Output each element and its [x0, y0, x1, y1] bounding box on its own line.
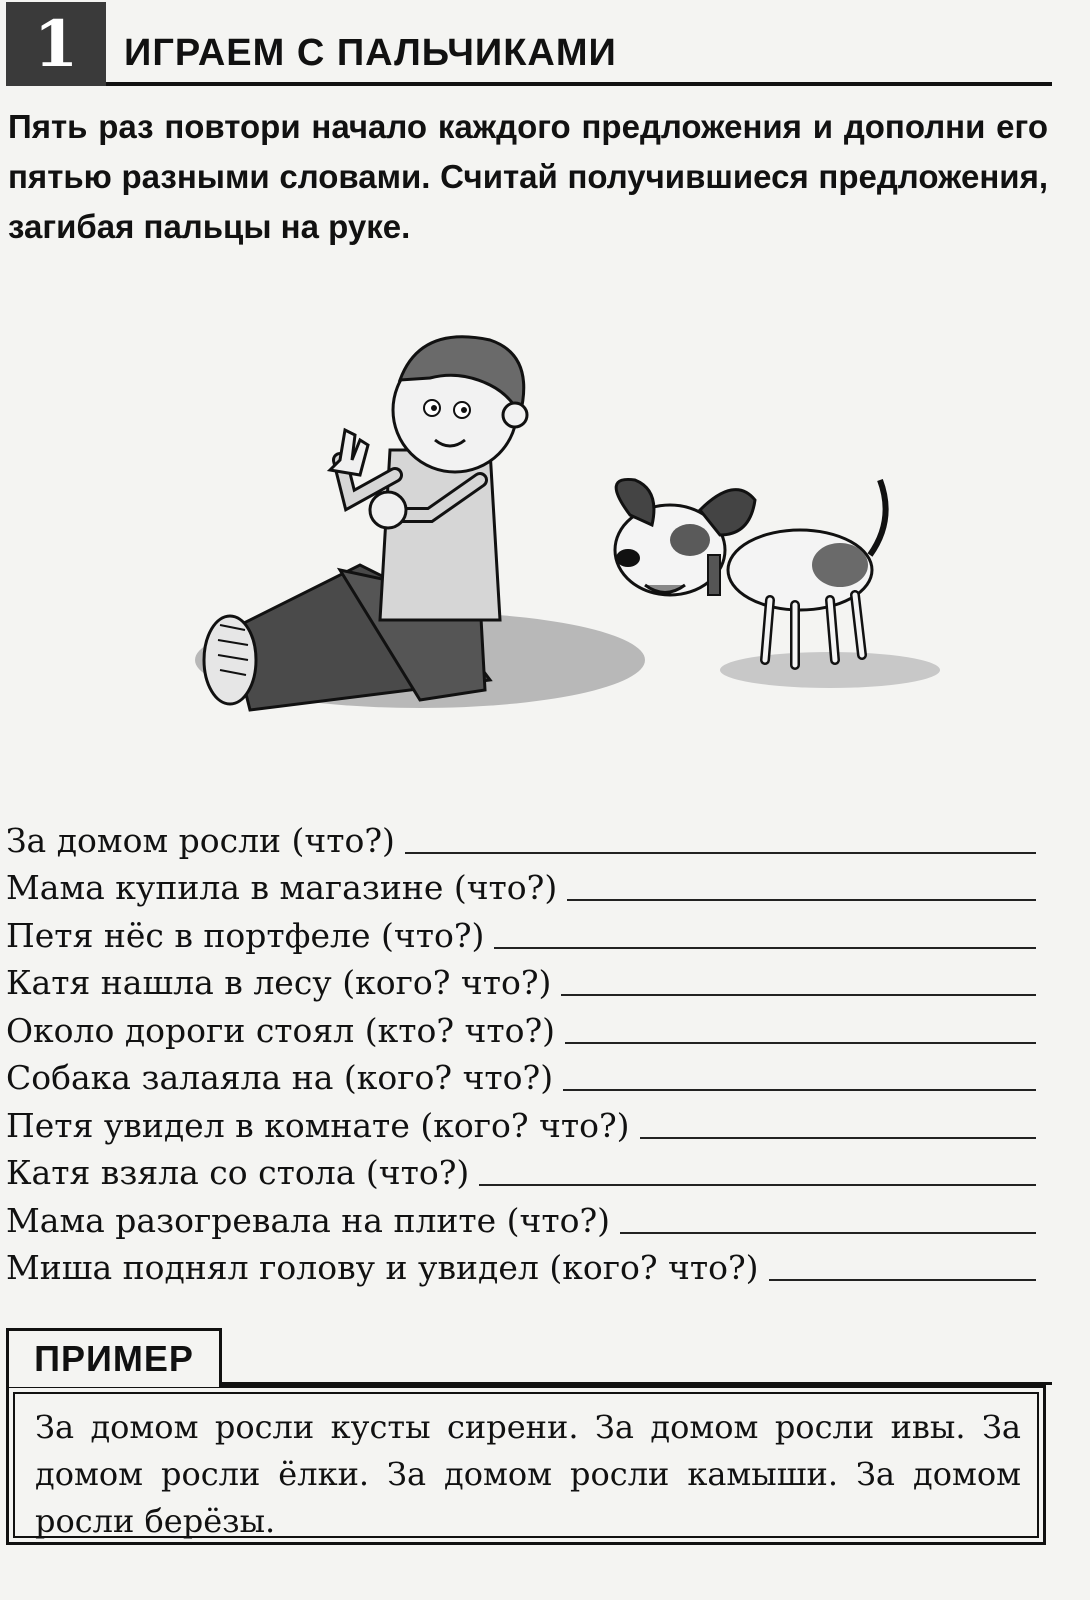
sentence-row	[6, 1192, 1036, 1240]
sentence-text: Мама купила в магазине (что?)	[6, 868, 558, 907]
exercise-header	[6, 2, 1052, 88]
example-text: За домом росли кусты сирени. За домом росли ивы. За домом росли ёлки. За домом росли камыши. За домом росли берёзы.	[13, 1392, 1039, 1538]
sentence-row	[6, 860, 1036, 908]
exercise-title: ИГРАЕМ С ПАЛЬЧИКАМИ	[124, 32, 617, 74]
answer-blank[interactable]	[769, 1245, 1036, 1281]
answer-blank[interactable]	[640, 1103, 1036, 1139]
boy-counting-fingers-with-dog-icon	[190, 300, 950, 740]
sentence-row	[6, 907, 1036, 955]
sentence-text: Миша поднял голову и увидел (кого? что?)	[6, 1248, 759, 1287]
sentence-text: Собака залаяла на (кого? что?)	[6, 1058, 554, 1097]
sentence-row	[6, 1240, 1036, 1288]
answer-blank[interactable]	[561, 960, 1036, 996]
exercise-number: 1	[6, 2, 106, 86]
sentence-text: Петя увидел в комнате (кого? что?)	[6, 1105, 630, 1145]
sentence-row	[6, 1145, 1036, 1193]
answer-blank[interactable]	[405, 818, 1036, 854]
answer-blank[interactable]	[563, 1055, 1036, 1091]
answer-blank[interactable]	[567, 865, 1036, 901]
sentence-row	[6, 1002, 1036, 1050]
sentence-row	[6, 1097, 1036, 1145]
header-rule	[106, 82, 1052, 86]
answer-blank[interactable]	[479, 1150, 1036, 1186]
example-box	[6, 1385, 1046, 1545]
instruction-text: Пять раз повтори начало каждого предложения и дополни его пятью разными словами. Считай получившиеся предложения, загибая пальцы на руке.	[8, 108, 1048, 245]
sentence-list	[6, 812, 1036, 1287]
answer-blank[interactable]	[565, 1008, 1036, 1044]
sentence-text: Около дороги стоял (кто? что?)	[6, 1010, 556, 1050]
sentence-text: За домом росли (что?)	[6, 820, 395, 860]
example-label: ПРИМЕР	[6, 1328, 222, 1387]
sentence-text: Мама разогревала на плите (что?)	[6, 1200, 611, 1240]
sentence-text: Катя нашла в лесу (кого? что?)	[6, 963, 552, 1002]
answer-blank[interactable]	[494, 913, 1036, 949]
sentence-row	[6, 812, 1036, 860]
answer-blank[interactable]	[620, 1198, 1036, 1234]
sentence-row	[6, 1050, 1036, 1098]
sentence-text: Петя нёс в портфеле (что?)	[6, 915, 485, 955]
sentence-text: Катя взяла со стола (что?)	[6, 1153, 470, 1192]
sentence-row	[6, 955, 1036, 1003]
